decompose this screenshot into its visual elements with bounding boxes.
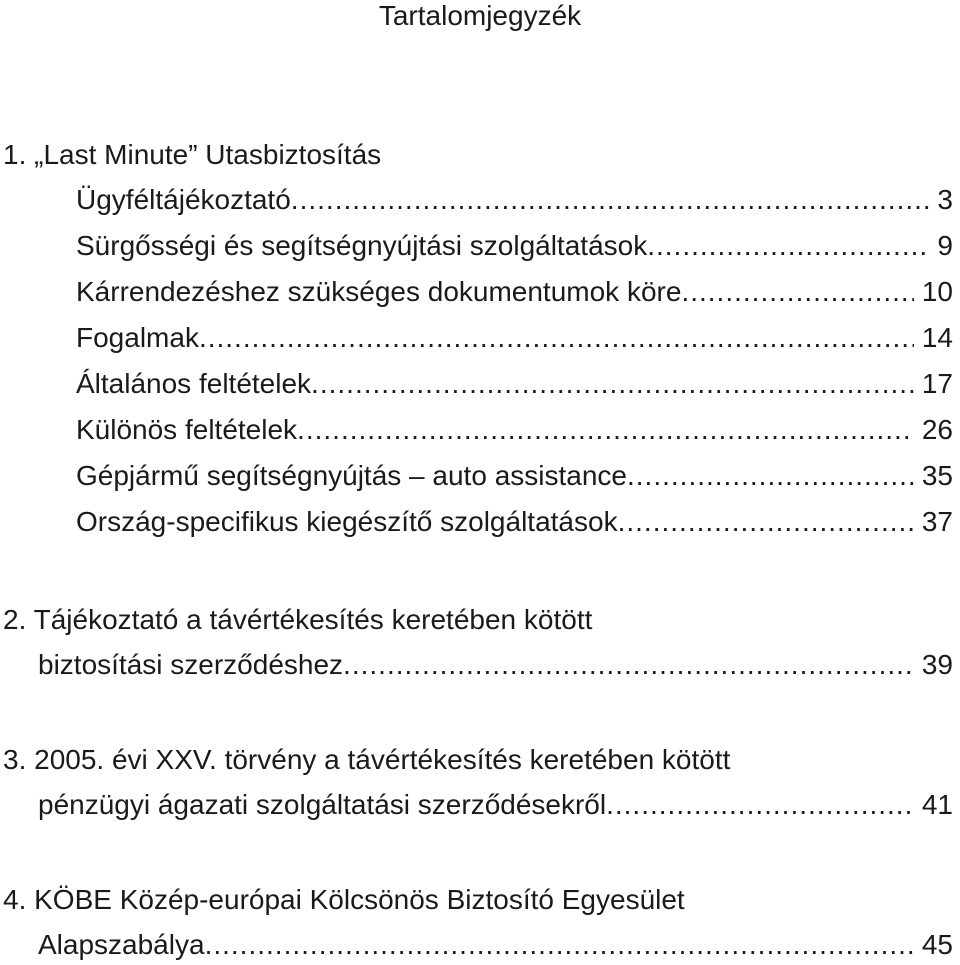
toc-page-number: 45	[921, 929, 953, 960]
toc-entry[interactable]	[76, 229, 953, 263]
toc-page-number: 10	[921, 276, 953, 307]
toc-entry[interactable]	[76, 505, 953, 539]
toc-entry[interactable]	[76, 367, 953, 401]
dot-leader	[297, 413, 914, 447]
toc-page-number: 37	[921, 506, 953, 537]
toc-entry[interactable]	[38, 928, 953, 962]
toc-page-number: 17	[921, 368, 953, 399]
dot-leader	[627, 459, 914, 493]
dot-leader	[311, 367, 914, 401]
toc-entry-text: Kárrendezéshez szükséges dokumentumok köre	[76, 276, 682, 307]
toc-entry[interactable]	[76, 459, 953, 493]
toc-entry-text: pénzügyi ágazati szolgáltatási szerződésekről	[38, 789, 607, 820]
dot-leader	[647, 229, 929, 263]
dot-leader	[618, 505, 914, 539]
section-1-heading: 1. „Last Minute” Utasbiztosítás	[3, 139, 382, 170]
toc-entry[interactable]	[76, 413, 953, 447]
toc-page-number: 39	[921, 649, 953, 680]
toc-entry-text: Gépjármű segítségnyújtás – auto assistance	[76, 460, 627, 491]
toc-entry-text: Ügyféltájékoztató	[76, 184, 291, 215]
section-3-heading: 3. 2005. évi XXV. törvény a távértékesítés keretében kötött	[3, 744, 731, 775]
dot-leader	[606, 788, 914, 822]
toc-entry[interactable]	[38, 648, 953, 682]
section-2-heading: 2. Tájékoztató a távértékesítés keretében kötött	[3, 604, 593, 635]
toc-entry-text: Sürgősségi és segítségnyújtási szolgáltatások	[76, 230, 648, 261]
toc-page-number: 9	[937, 230, 953, 261]
page-title: Tartalomjegyzék	[378, 0, 582, 31]
toc-entry-text: Ország-specifikus kiegészítő szolgáltatások	[76, 506, 618, 537]
toc-entry[interactable]	[38, 788, 953, 822]
toc-page-number: 26	[921, 414, 953, 445]
toc-page-number: 14	[921, 322, 953, 353]
toc-entry-text: Általános feltételek	[76, 368, 312, 399]
toc-entry[interactable]	[76, 321, 953, 355]
dot-leader	[205, 928, 914, 962]
toc-entry[interactable]	[76, 183, 953, 217]
dot-leader	[199, 321, 914, 355]
dot-leader	[343, 648, 914, 682]
toc-page-number: 35	[921, 460, 953, 491]
section-4-heading: 4. KÖBE Közép-európai Kölcsönös Biztosító Egyesület	[3, 884, 685, 915]
toc-page-number: 41	[921, 789, 953, 820]
dot-leader	[681, 275, 913, 309]
toc-entry-text: Alapszabálya	[38, 929, 205, 960]
dot-leader	[291, 183, 930, 217]
toc-entry[interactable]	[76, 275, 953, 309]
toc-entry-text: Fogalmak	[76, 322, 199, 353]
toc-entry-text: Különös feltételek	[76, 414, 298, 445]
toc-entry-text: biztosítási szerződéshez	[38, 649, 344, 680]
toc-page-number: 3	[937, 184, 953, 215]
